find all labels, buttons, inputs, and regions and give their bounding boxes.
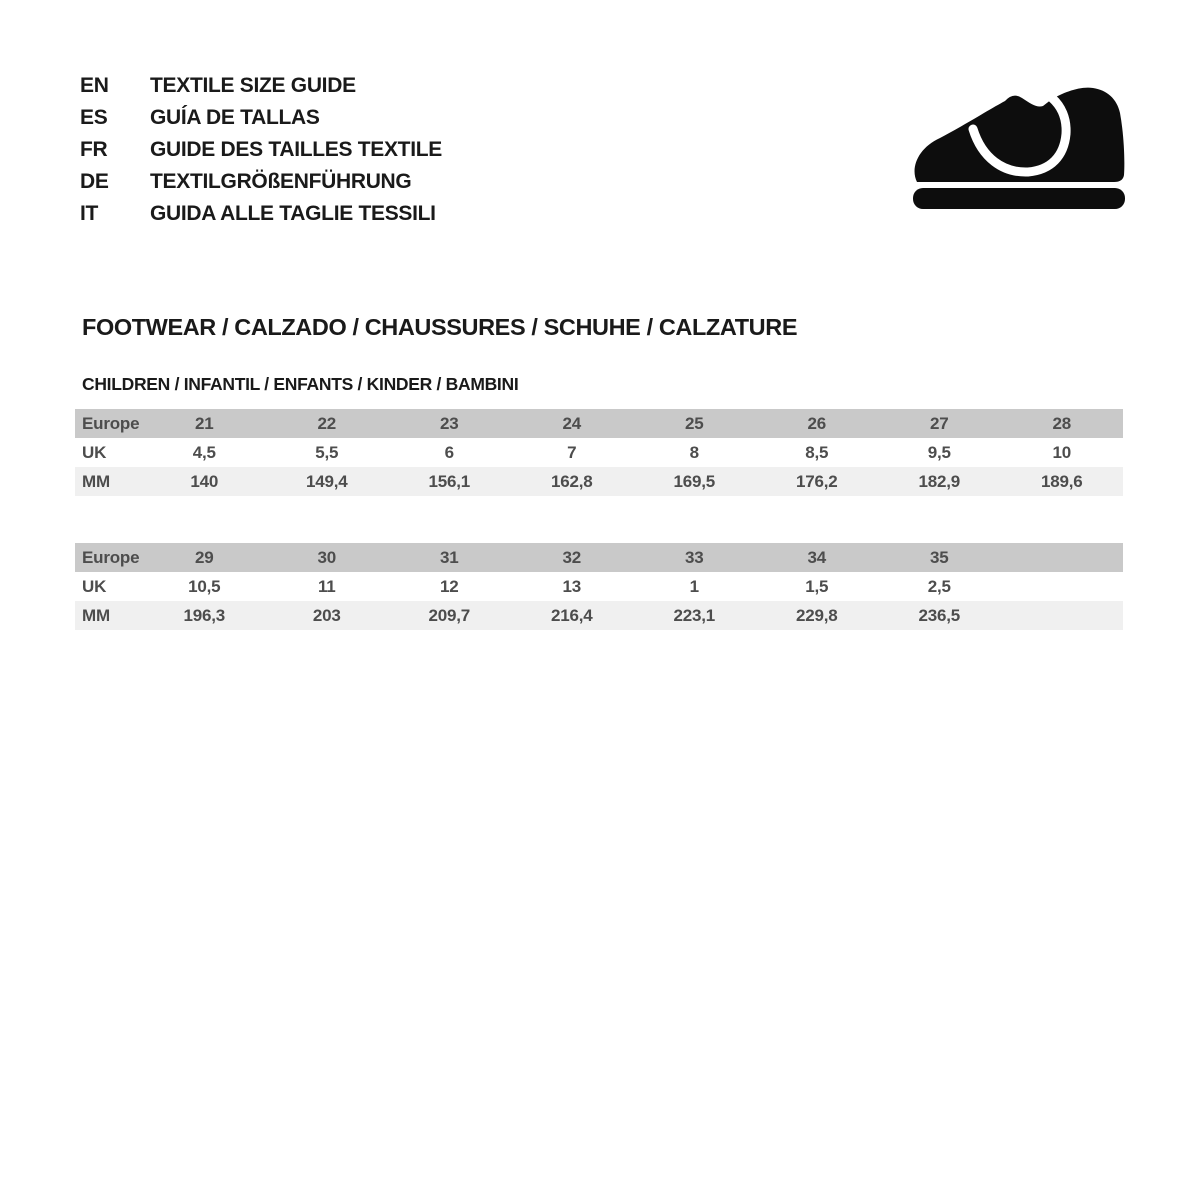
language-row-en bbox=[80, 70, 442, 102]
uk-row bbox=[75, 438, 1123, 467]
language-title: GUIDE DES TAILLES TEXTILE bbox=[150, 138, 442, 161]
children-size-table-eu29-35 bbox=[75, 543, 1123, 630]
language-code: FR bbox=[80, 138, 108, 161]
size-cell: 4,5 bbox=[192, 442, 216, 462]
section-subtitle-children: CHILDREN / INFANTIL / ENFANTS / KINDER / BAMBINI bbox=[82, 374, 519, 394]
size-cell: 8,5 bbox=[805, 442, 829, 462]
size-cell: 25 bbox=[684, 413, 704, 433]
row-label: UK bbox=[82, 442, 107, 462]
language-title: GUÍA DE TALLAS bbox=[150, 106, 320, 129]
language-title: TEXTILGRÖßENFÜHRUNG bbox=[150, 170, 412, 193]
size-cell: 149,4 bbox=[305, 471, 348, 491]
children-size-table-eu21-28 bbox=[75, 409, 1123, 496]
size-cell bbox=[1001, 601, 1124, 630]
size-cell: 24 bbox=[562, 413, 581, 433]
language-code: EN bbox=[80, 74, 109, 97]
language-row-es bbox=[80, 102, 442, 134]
size-cell: 12 bbox=[439, 576, 459, 596]
size-cell: 11 bbox=[317, 576, 336, 596]
size-cell: 10 bbox=[1052, 442, 1071, 462]
size-cell: 6 bbox=[444, 442, 454, 462]
language-code: ES bbox=[80, 106, 108, 129]
language-code: IT bbox=[80, 202, 99, 225]
size-cell: 156,1 bbox=[428, 471, 471, 491]
size-cell: 35 bbox=[929, 547, 949, 567]
size-cell: 162,8 bbox=[550, 471, 593, 491]
size-cell: 30 bbox=[317, 547, 336, 567]
europe-row bbox=[75, 409, 1123, 438]
size-cell bbox=[1001, 543, 1124, 572]
language-title-list bbox=[80, 70, 442, 230]
size-cell: 27 bbox=[929, 413, 949, 433]
size-cell: 10,5 bbox=[188, 576, 221, 596]
language-row-fr bbox=[80, 134, 442, 166]
size-cell: 209,7 bbox=[428, 605, 471, 625]
size-cell: 229,8 bbox=[795, 605, 838, 625]
row-label: MM bbox=[82, 605, 110, 625]
mm-row bbox=[75, 467, 1123, 496]
section-title-footwear: FOOTWEAR / CALZADO / CHAUSSURES / SCHUHE / CALZATURE bbox=[82, 314, 798, 340]
size-cell: 5,5 bbox=[315, 442, 339, 462]
size-cell: 21 bbox=[194, 413, 214, 433]
europe-row bbox=[75, 543, 1123, 572]
size-cell: 1,5 bbox=[805, 576, 829, 596]
language-title: GUIDA ALLE TAGLIE TESSILI bbox=[150, 202, 436, 225]
size-cell: 196,3 bbox=[183, 605, 226, 625]
size-cell: 32 bbox=[562, 547, 581, 567]
size-cell: 223,1 bbox=[673, 605, 716, 625]
uk-row bbox=[75, 572, 1123, 601]
size-cell: 29 bbox=[194, 547, 214, 567]
row-label: UK bbox=[82, 576, 107, 596]
size-cell: 203 bbox=[312, 605, 341, 625]
size-cell: 189,6 bbox=[1040, 471, 1083, 491]
language-code: DE bbox=[80, 170, 109, 193]
size-cell: 23 bbox=[439, 413, 459, 433]
size-cell: 182,9 bbox=[918, 471, 961, 491]
size-cell: 26 bbox=[807, 413, 826, 433]
language-row-it bbox=[80, 198, 442, 230]
size-cell: 33 bbox=[684, 547, 704, 567]
mm-row bbox=[75, 601, 1123, 630]
size-cell: 216,4 bbox=[550, 605, 593, 625]
size-cell bbox=[1001, 572, 1124, 601]
language-title: TEXTILE SIZE GUIDE bbox=[150, 74, 356, 97]
row-label: Europe bbox=[82, 547, 140, 567]
size-cell: 31 bbox=[439, 547, 459, 567]
size-cell: 236,5 bbox=[918, 605, 961, 625]
size-cell: 176,2 bbox=[795, 471, 838, 491]
size-cell: 9,5 bbox=[927, 442, 951, 462]
size-cell: 34 bbox=[807, 547, 826, 567]
size-cell: 1 bbox=[689, 576, 699, 596]
language-row-de bbox=[80, 166, 442, 198]
size-cell: 22 bbox=[317, 413, 336, 433]
row-label: MM bbox=[82, 471, 110, 491]
size-cell: 140 bbox=[190, 471, 219, 491]
size-cell: 13 bbox=[562, 576, 581, 596]
row-label: Europe bbox=[82, 413, 140, 433]
size-cell: 2,5 bbox=[927, 576, 951, 596]
size-cell: 169,5 bbox=[673, 471, 716, 491]
size-cell: 7 bbox=[567, 442, 577, 462]
size-cell: 28 bbox=[1052, 413, 1071, 433]
children-shoe-icon bbox=[895, 75, 1145, 215]
size-cell: 8 bbox=[689, 442, 699, 462]
